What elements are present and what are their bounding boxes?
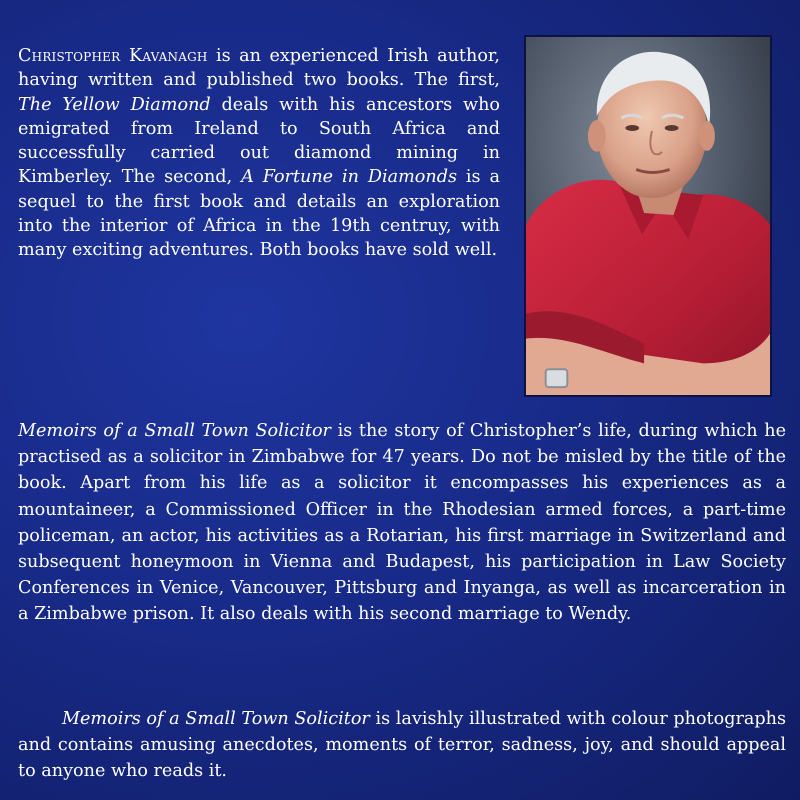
book-summary-paragraph-2 <box>18 706 786 785</box>
book-title-memoirs: Memoirs of a Small Town Solicitor <box>18 421 331 441</box>
author-photo <box>524 35 772 397</box>
author-bio <box>18 44 500 263</box>
summary-text-1: is the story of Christopher’s life, during which he practised as a solicitor in Zimbabwe for 47 years. Do not be misled by the title of the book. Apart from his life as a solicitor it encompasses his experiences as a mountaineer, a Commissioned Officer in the Rhodesian armed forces, a part-time policeman, an actor, his activities as a Rotarian, his first marriage in Switzerland and subsequent honeymoon in Vienna and Budapest, his participation in Law Society Conferences in Venice, Vancouver, Pittsburg and Inyanga, as well as incarceration in a Zimbabwe prison. It also deals with his second marriage to Wendy. <box>18 421 787 625</box>
summary-text-2: is lavishly illustrated with colour photographs and contains amusing anecdotes, moments of terror, sadness, joy, and should appeal to anyone who reads it. <box>18 709 786 782</box>
bio-text-2: deals with his ancestors who emigrated from Ireland to South Africa and successfully carried out diamond mining in Kimberley. The second, <box>18 94 500 188</box>
author-portrait-image <box>526 37 770 395</box>
book-title-fortune-in-diamonds: A Fortune in Diamonds <box>241 167 458 188</box>
bio-text-1: is an experienced Irish author, having written and published two books. The first, <box>18 46 500 91</box>
book-summary-paragraph-1 <box>18 418 786 628</box>
bio-text-3: is a sequel to the first book and details an exploration into the interior of Africa in the 19th centruy, with many exciting adventures. Both books have sold well. <box>18 167 500 261</box>
book-title-yellow-diamond: The Yellow Diamond <box>18 94 211 115</box>
author-name: Christopher Kavanagh <box>18 46 208 66</box>
book-title-memoirs-2: Memoirs of a Small Town Solicitor <box>62 709 370 729</box>
